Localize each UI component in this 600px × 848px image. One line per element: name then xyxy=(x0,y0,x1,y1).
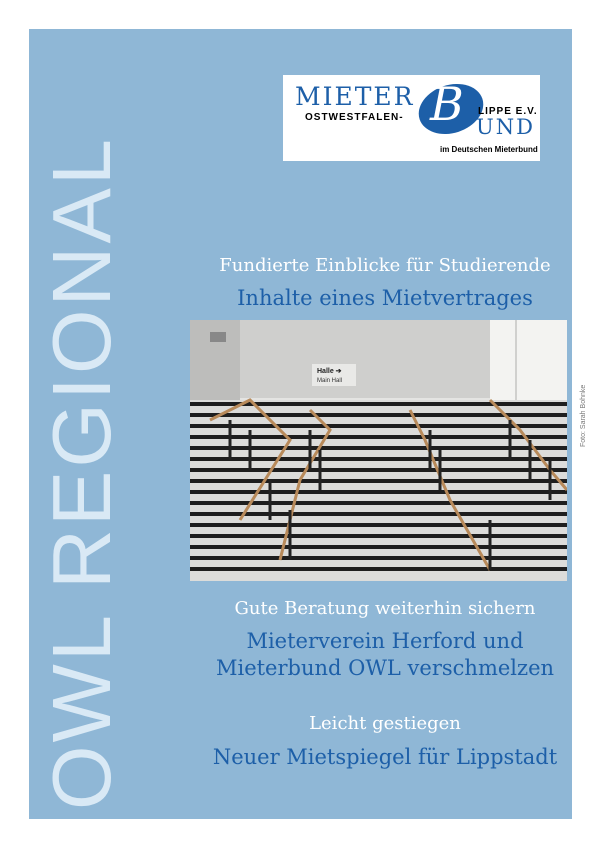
stair-step-edge xyxy=(190,501,567,505)
logo-mieter-text: MIETER xyxy=(295,82,415,111)
photo-sign-line-2: Main Hall xyxy=(317,378,343,384)
stair-step-edge xyxy=(190,545,567,549)
article-1-headline-line: Inhalte eines Mietvertrages xyxy=(237,286,533,310)
article-2-headline-line-1: Mieterverein Herford und xyxy=(246,629,524,653)
stair-step-edge xyxy=(190,523,567,527)
logo-b-letter: B xyxy=(430,77,464,131)
stair-step-edge xyxy=(190,512,567,516)
photo-credit-text: Foto: Sarah Bohnke xyxy=(580,384,587,447)
article-2-subtitle: Gute Beratung weiterhin sichern xyxy=(234,598,536,619)
photo-credit xyxy=(570,332,592,452)
photo-sign-line-1: Halle ➔ xyxy=(317,368,342,375)
article-3-headline-line: Neuer Mietspiegel für Lippstadt xyxy=(212,745,558,769)
article-2-headline-line-2: Mieterbund OWL verschmelzen xyxy=(215,656,555,680)
logo-tagline: im Deutschen Mieterbund xyxy=(440,145,538,154)
stairs-photo-drawing xyxy=(190,320,567,581)
stair-step-edge xyxy=(190,534,567,538)
stair-step-edge xyxy=(190,567,567,571)
logo-ostwestfalen-text: OSTWESTFALEN- xyxy=(305,112,404,123)
logo-lippe-text: LIPPE E.V. xyxy=(478,106,538,117)
stair-step-edge xyxy=(190,413,567,417)
article-1-subtitle: Fundierte Einblicke für Studierende xyxy=(219,255,551,276)
vertical-title: OWL REGIONAL xyxy=(35,136,128,810)
article-3-subtitle: Leicht gestiegen xyxy=(309,713,461,734)
logo-und-text: UND xyxy=(476,115,535,139)
stair-step-edge xyxy=(190,490,567,494)
stair-step-edge xyxy=(190,479,567,483)
stairs-photo xyxy=(190,320,567,581)
stair-step-edge xyxy=(190,556,567,560)
article-1-headline xyxy=(185,285,585,312)
stair-step-edge xyxy=(190,468,567,472)
article-2-headline xyxy=(185,628,585,682)
mieterbund-logo xyxy=(283,75,540,161)
article-3-headline xyxy=(185,744,585,771)
